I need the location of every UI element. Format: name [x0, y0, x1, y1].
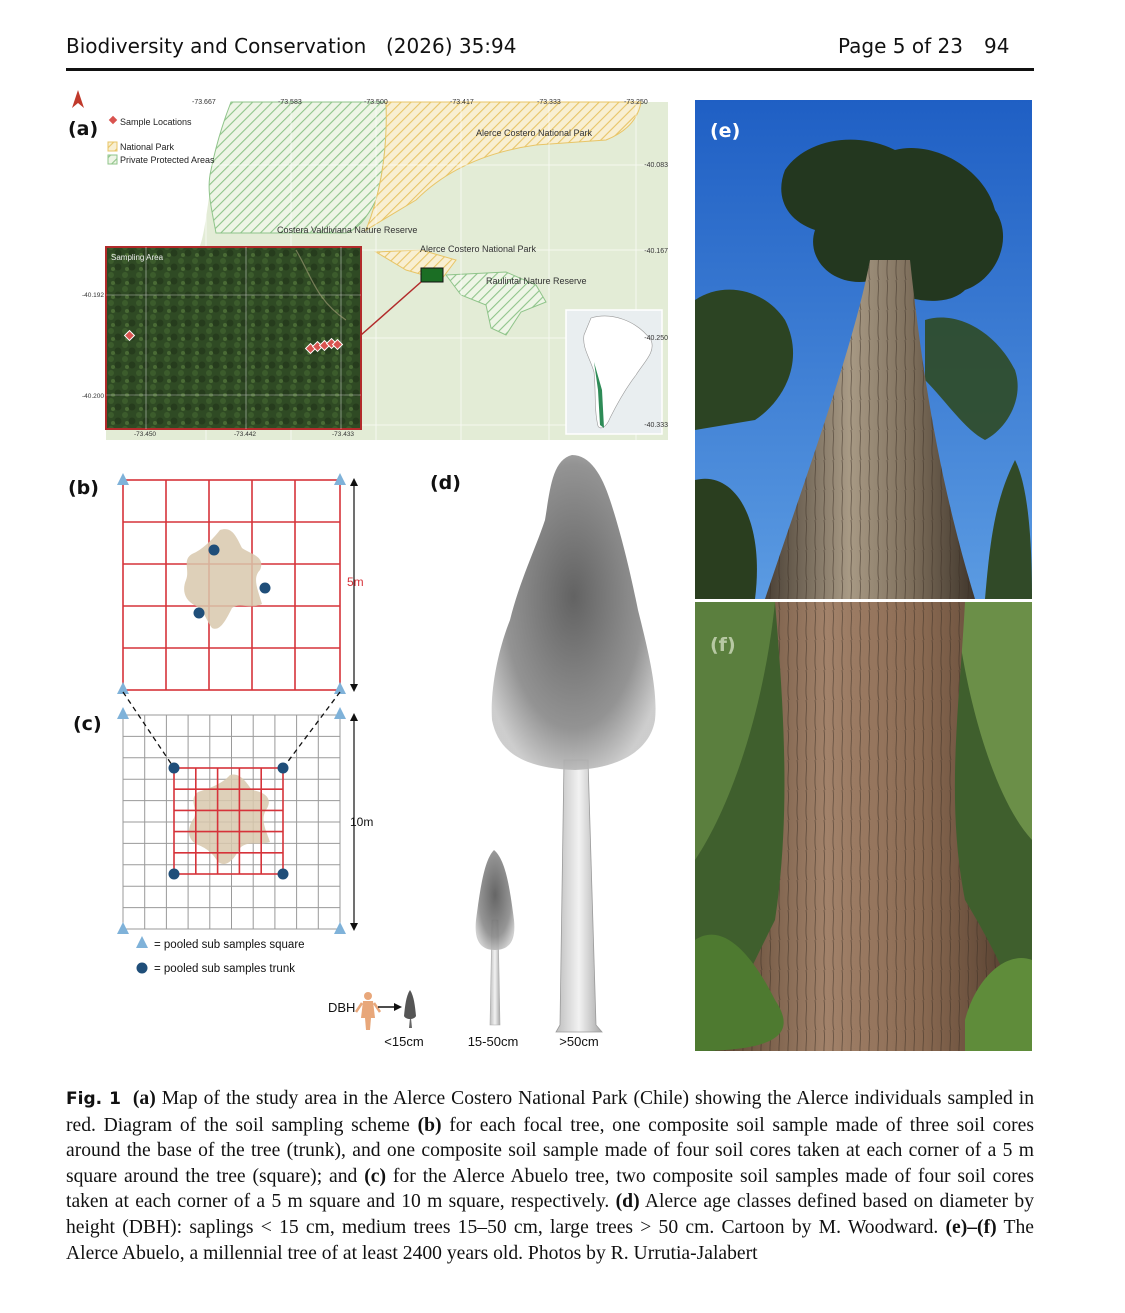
- label-raulintal: Raulintal Nature Reserve: [486, 276, 587, 286]
- inset-title: Sampling Area: [111, 253, 164, 262]
- lon-tick: -73.667: [192, 99, 216, 106]
- caption-ef-text: The Alerce Abuelo, a millennial tree of at least 2400 years old. Photos by R. Urrutia-Jalabert: [66, 1216, 1034, 1264]
- lon-tick: -73.583: [278, 99, 302, 106]
- dbh-label: DBH: [328, 1000, 356, 1015]
- panel-label-a: (a): [68, 118, 99, 140]
- legend-sample: Sample Locations: [120, 117, 192, 127]
- lon-tick: -73.250: [624, 99, 648, 106]
- lat-tick: -40.167: [644, 248, 668, 255]
- panel-label-f: (f): [710, 634, 736, 656]
- article-number: 94: [984, 34, 1010, 58]
- lat-tick: -40.250: [644, 335, 668, 342]
- caption-a-text: Map of the study area in the Alerce Costero National Park (Chile) showing the Alerce individuals sampled in red. Diagram of the soil sampling scheme: [66, 1088, 1034, 1136]
- caption-c-label: (c): [364, 1165, 387, 1187]
- legend-trunk: = pooled sub samples trunk: [154, 963, 295, 975]
- legend-private: Private Protected Areas: [120, 155, 215, 165]
- age-class-sapling: <15cm: [384, 1034, 424, 1049]
- lat-tick: -40.083: [644, 162, 668, 169]
- panel-label-c: (c): [73, 713, 102, 735]
- issue-info: (2026) 35:94: [386, 34, 517, 58]
- caption-b-text: for each focal tree, one composite soil sample made of three soil cores around the base of the tree (trunk), and one composite soil sample made of four soil cores taken at each corner of a 5 m square around the tree (square); and: [66, 1114, 1035, 1187]
- lon-tick: -73.333: [537, 99, 561, 106]
- panel-label-d: (d): [430, 472, 461, 494]
- legend-square: = pooled sub samples square: [154, 939, 305, 951]
- lon-tick: -73.417: [450, 99, 474, 106]
- inset-lat: -40.192: [81, 292, 104, 299]
- lon-tick: -73.500: [364, 99, 388, 106]
- caption-ef-label: (e)–(f): [945, 1216, 997, 1238]
- panel-label-e: (e): [710, 120, 741, 142]
- caption-d-text: Alerce age classes defined based on diameter by height (DBH): saplings < 15 cm, medium trees 15–50 cm, large trees > 50 cm. Cartoon by M. Woodward.: [66, 1191, 1034, 1238]
- page-indicator: Page 5 of 23: [838, 34, 963, 58]
- inset-lon: -73.433: [332, 431, 355, 438]
- b-dimension: 5m: [347, 575, 364, 589]
- study-area-map: [66, 90, 668, 440]
- alerce-photos: [695, 100, 1032, 1051]
- caption-fig: Fig. 1: [66, 1089, 121, 1109]
- label-alerce-top: Alerce Costero National Park: [476, 128, 593, 138]
- label-costera: Costera Valdiviana Nature Reserve: [277, 225, 418, 235]
- caption-a-label: (a): [132, 1088, 156, 1109]
- age-class-medium: 15-50cm: [467, 1034, 519, 1049]
- label-alerce-mid: Alerce Costero National Park: [420, 244, 537, 254]
- journal-title: Biodiversity and Conservation: [66, 34, 367, 58]
- caption-c-text: for the Alerce Abuelo tree, two composite soil samples made of four soil cores taken at each corner of a 5 m square and 10 m square, respectively.: [66, 1165, 1034, 1213]
- inset-lat: -40.200: [81, 393, 104, 400]
- c-dimension: 10m: [350, 815, 374, 829]
- caption-d-label: (d): [615, 1191, 640, 1213]
- caption-b-label: (b): [417, 1114, 442, 1136]
- inset-lon: -73.442: [234, 431, 257, 438]
- figure-caption: [66, 1086, 1034, 1266]
- panel-label-b: (b): [68, 477, 99, 499]
- inset-lon: -73.450: [134, 431, 157, 438]
- header-rule: [66, 68, 1034, 71]
- age-classes: [320, 450, 690, 1055]
- legend-national-park: National Park: [120, 142, 175, 152]
- age-class-large: >50cm: [559, 1034, 599, 1049]
- lat-tick: -40.333: [644, 422, 668, 429]
